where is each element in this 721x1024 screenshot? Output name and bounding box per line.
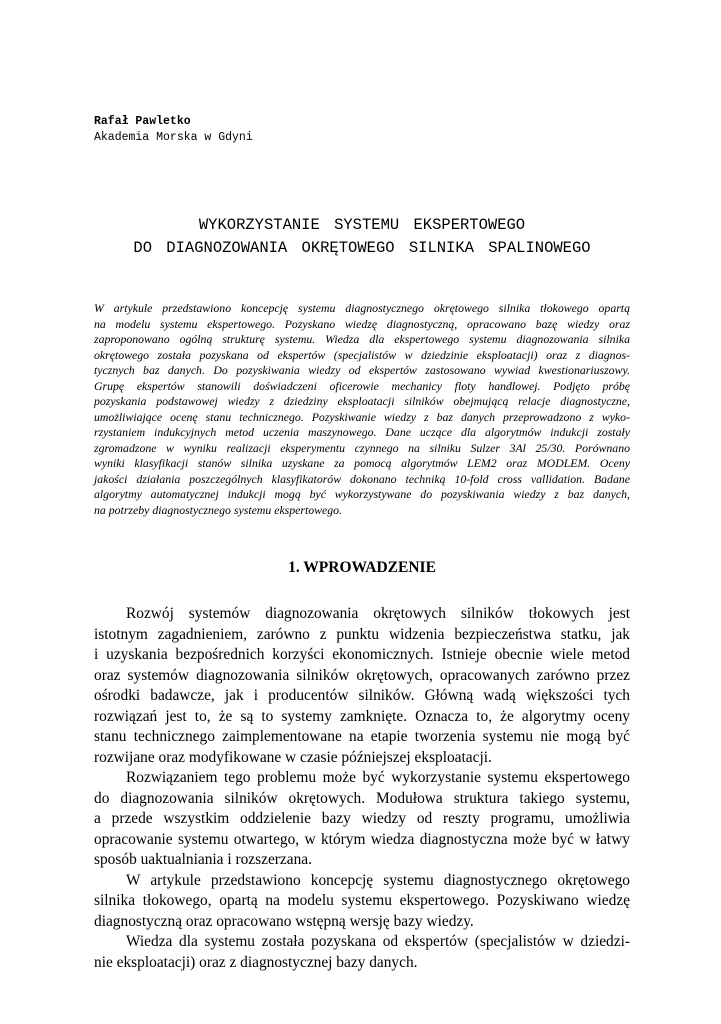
abstract-line: zgromadzone w wyniku realizacji eksperymentu czynnego na silniku Sulzer 3Al 25/30. Porównano [94,440,630,455]
body-line: istotnym zagadnieniem, zarówno z punktu widzenia bezpieczeństwa statku, jak [94,625,630,643]
abstract-line: wyniki klasyfikacji stanów silnika uzyskane za pomocą algorytmów LEM2 oraz MODLEM. Oceny [94,456,630,470]
author-name: Rafał Pawletko [94,115,191,128]
abstract-line: pozyskania podstawowej wiedzy z dziedziny eksploatacji silników obejmującą relacje diagnostyczne, [94,394,630,408]
title-line-2: DO DIAGNOZOWANIA OKRĘTOWEGO SILNIKA SPALINOWEGO [133,239,591,257]
section-heading: 1. WPROWADZENIE [288,559,436,576]
abstract-line: tycznych baz danych. Do pozyskiwania wiedzy od ekspertów zastosowano wywiad kwestionariuszowy. [94,363,630,377]
body-line: W artykule przedstawiono koncepcję systemu diagnostycznego okrętowego [126,871,630,889]
abstract-line: algorytmy automatycznej indukcji mogą być wykorzystywane do pozyskiwania wiedzy z baz danych, [94,487,630,501]
abstract-line: Grupę ekspertów stanowili doświadczeni oficerowie mechanicy floty handlowej. Podjęto próbę [94,378,630,393]
abstract-line: jakości działania poszczególnych klasyfikatorów dokonano techniką 10-fold cross vallidation. Badane [94,471,630,486]
body-line: a przede wszystkim oddzielenie bazy wiedzy od reszty programu, umożliwia [94,810,630,827]
body-line: opracowanie systemu otwartego, w którym wiedza diagnostyczna może być w łatwy [94,830,630,848]
author-block [94,114,253,146]
body-text [94,604,630,973]
author-affiliation: Akademia Morska w Gdyni [94,131,253,144]
body-line: silnika tłokowego, opartą na modelu systemu ekspertowego. Pozyskiwano wiedzę [94,892,630,909]
title-line-1: WYKORZYSTANIE SYSTEMU EKSPERTOWEGO [198,216,526,234]
abstract-line: W artykule przedstawiono koncepcję systemu diagnostycznego okrętowego silnika tłokowego opartą [94,301,630,315]
body-line: sposób uaktualniania i rozszerzana. [94,851,312,868]
abstract-line: na modelu systemu ekspertowego. Pozyskano wiedzę diagnostyczną, opracowano bazę wiedzy oraz [94,316,630,331]
body-line: do diagnozowania silników okrętowych. Modułowa struktura takiego systemu, [94,789,630,807]
body-line: stanu technicznego zaimplementowane na etapie tworzenia systemu nie mogą być [94,728,630,745]
body-line: ośrodki badawcze, jak i producentów silników. Główną wadą większości tych [94,687,630,704]
body-line: Rozwój systemów diagnozowania okrętowych silników tłokowych jest [126,605,630,622]
body-line: Rozwiązaniem tego problemu może być wykorzystanie systemu ekspertowego [126,769,630,786]
body-line: oraz systemów diagnozowania silników okrętowych, opracowanych zarówno przez [94,666,630,684]
body-line: nie eksploatacji) oraz z diagnostycznej bazy danych. [94,953,418,971]
abstract-line: umożliwiające ocenę stanu technicznego. Pozyskiwanie wiedzy z baz danych przeprowadzono z wyko- [94,409,630,424]
abstract [94,301,630,518]
body-line: i uzyskania bezpośrednich korzyści ekonomicznych. Istnieje obecnie wiele metod [94,646,630,663]
abstract-line: rzystaniem indukcyjnych metod uczenia maszynowego. Dane uczące dla algorytmów indukcji zostały [94,425,630,439]
paper-title [94,214,630,260]
body-line: rozwijane oraz modyfikowane w czasie późniejszej eksploatacji. [94,748,492,766]
body-line: diagnostyczną oraz opracowano wstępną wersję bazy wiedzy. [94,912,474,930]
body-line: Wiedza dla systemu została pozyskana od ekspertów (specjalistów w dziedzi- [126,933,630,950]
abstract-line: zaproponowano ogólną strukturę systemu. Wiedza dla ekspertowego systemu diagnozowania silnika [94,332,630,346]
abstract-line: na potrzeby diagnostycznego systemu ekspertowego. [94,502,343,517]
abstract-line: okrętowego została pozyskana od ekspertów (specjalistów w dziedzinie eksploatacji) oraz z diagnos- [94,347,630,362]
body-line: rozwiązań jest to, że są to systemy zamknięte. Oznacza to, że algorytmy oceny [94,707,630,725]
